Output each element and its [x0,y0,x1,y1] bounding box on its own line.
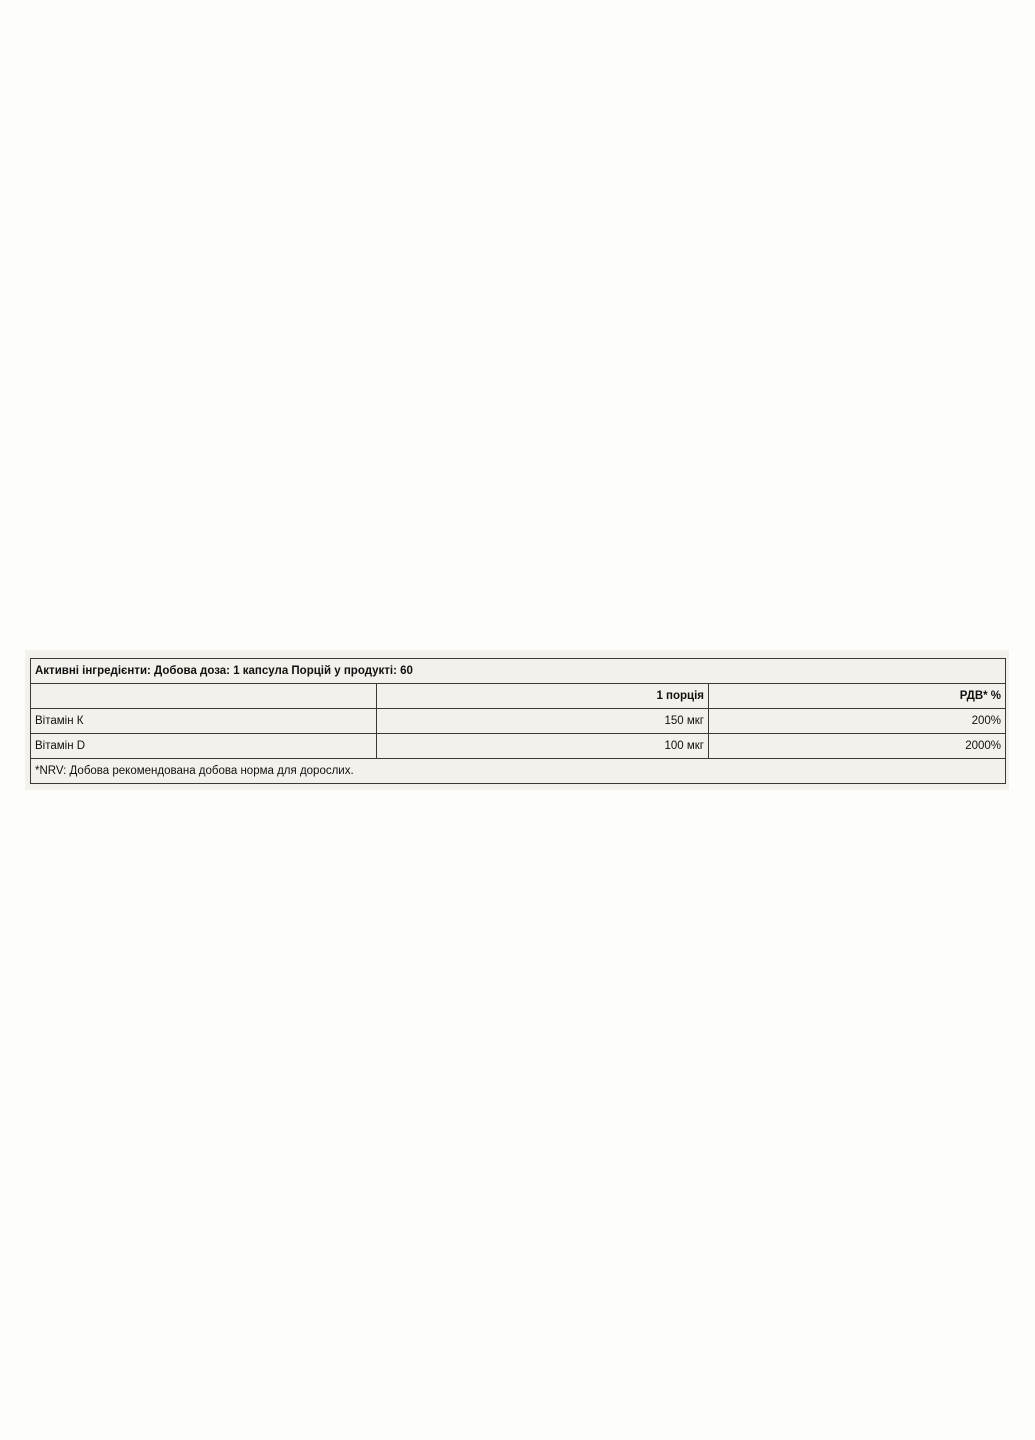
table-row [31,709,1006,734]
supplement-facts-panel [25,650,1009,790]
ingredient-amount: 150 мкг [377,709,709,734]
table-footnote-row [31,759,1006,784]
supplement-facts-table [30,658,1006,784]
ingredient-name: Вітамін D [31,734,377,759]
ingredient-daily-value: 2000% [709,734,1006,759]
header-daily-value: РДВ* % [709,684,1006,709]
ingredient-daily-value: 200% [709,709,1006,734]
table-title: Активні інгредієнти: Добова доза: 1 капсула Порцій у продукті: 60 [31,659,1006,684]
ingredient-amount: 100 мкг [377,734,709,759]
header-serving: 1 порція [377,684,709,709]
header-ingredient [31,684,377,709]
table-row [31,734,1006,759]
table-footnote: *NRV: Добова рекомендована добова норма для дорослих. [31,759,1006,784]
table-header-row [31,684,1006,709]
ingredient-name: Вітамін К [31,709,377,734]
table-title-row [31,659,1006,684]
